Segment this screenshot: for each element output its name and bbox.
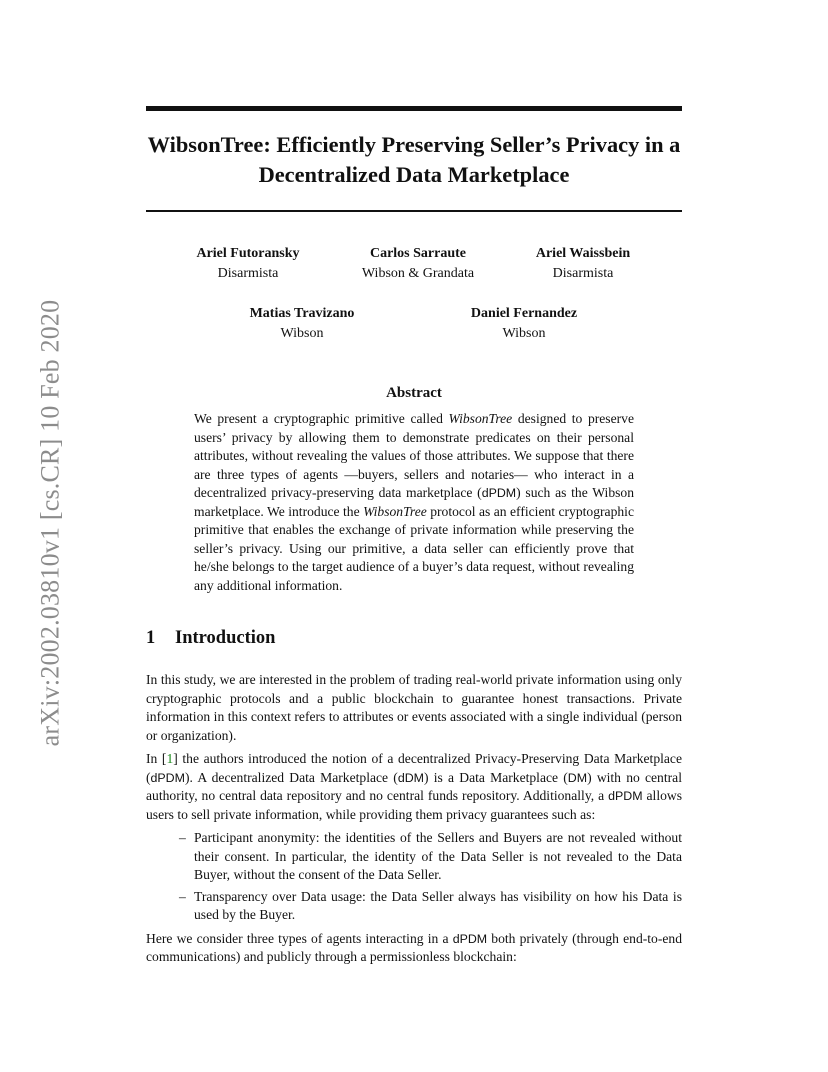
list-item: – Participant anonymity: the identities of the Sellers and Buyers are not revealed without their consent. In particular, the identity of the Data Seller is not revealed to the Data Buyer, without the consent of the Data Seller. (179, 830, 682, 882)
dpdm-acronym: dPDM (452, 931, 488, 946)
author-name: Matias Travizano (249, 306, 355, 321)
section-heading (146, 628, 275, 649)
title-top-rule (146, 106, 682, 111)
author-affiliation: Wibson & Grandata (361, 266, 475, 281)
list-bullet: – (179, 888, 186, 904)
author-block (424, 304, 624, 344)
paper-title: WibsonTree: Efficiently Preserving Seller’s Privacy in a Decentralized Data Marketplace (147, 132, 681, 187)
paragraph: In this study, we are interested in the problem of trading real-world private information using only cryptographic protocols and a public blockchain to guarantee honest transactions. Private information in this context refers to attributes or events associated with a single individual (person or organization). (146, 672, 682, 743)
list-item: – Transparency over Data usage: the Data Seller always has visibility on how his Data is used by the Buyer. (179, 888, 682, 922)
arxiv-sidebar (20, 288, 80, 758)
author-block (483, 244, 683, 284)
author-affiliation: Wibson (280, 326, 324, 341)
title-bottom-rule (146, 210, 682, 212)
arxiv-identifier: arXiv:2002.03810v1 [cs.CR] 10 Feb 2020 (35, 299, 64, 747)
abstract-heading: Abstract (386, 385, 442, 401)
section-body (146, 671, 682, 972)
author-name: Ariel Waissbein (535, 246, 631, 261)
paragraph: Here we consider three types of agents interacting in a dPDM both privately (through end-to-end communications) and publicly through a permissionless blockchain: (146, 930, 682, 964)
author-name: Ariel Futoransky (196, 246, 300, 261)
paragraph: In [1] the authors introduced the notion of a decentralized Privacy-Preserving Data Marketplace (dPDM). A decentralized Data Marketplace (dDM) is a Data Marketplace (DM) with no central authority, no central data repository and no central funds repository. Additionally, a dPDM allows users to sell private information, while providing them privacy guarantees such as: (146, 751, 683, 822)
author-affiliation: Disarmista (552, 266, 614, 281)
section-title: Introduction (175, 628, 276, 648)
citation-link[interactable]: 1 (166, 751, 174, 766)
dpdm-acronym: dPDM (608, 789, 643, 803)
wibsontree-term: WibsonTree (448, 411, 513, 426)
guarantee-list (146, 829, 682, 925)
dm-acronym: DM (567, 770, 588, 785)
list-bullet: – (179, 830, 186, 845)
dpdm-acronym: dPDM (481, 486, 517, 500)
ddm-acronym: dDM (397, 770, 424, 785)
abstract-body: We present a cryptographic primitive called WibsonTree designed to preserve users’ privacy by allowing them to demonstrate predicates on their personal attributes, without revealing the values of those attributes. We suppose that there are three types of agents —buyers, sellers and notaries— who interact in a decentralized privacy-preserving data marketplace (dPDM) such as the Wibson marketplace. We introduce the WibsonTree protocol as an efficient cryptographic primitive that enables the exchange of private information while preserving the seller’s privacy. Using our primitive, a data seller can efficiently prove that he/she belongs to the target audience of a buyer’s data request, without revealing any additional information. (194, 411, 635, 593)
author-name: Daniel Fernandez (470, 306, 578, 321)
author-block (202, 304, 402, 344)
dpdm-acronym: dPDM (150, 770, 185, 785)
author-name: Carlos Sarraute (369, 246, 467, 261)
author-affiliation: Wibson (502, 326, 546, 341)
wibsontree-term: WibsonTree (363, 503, 427, 519)
author-affiliation: Disarmista (217, 266, 279, 281)
section-number: 1 (146, 628, 156, 648)
